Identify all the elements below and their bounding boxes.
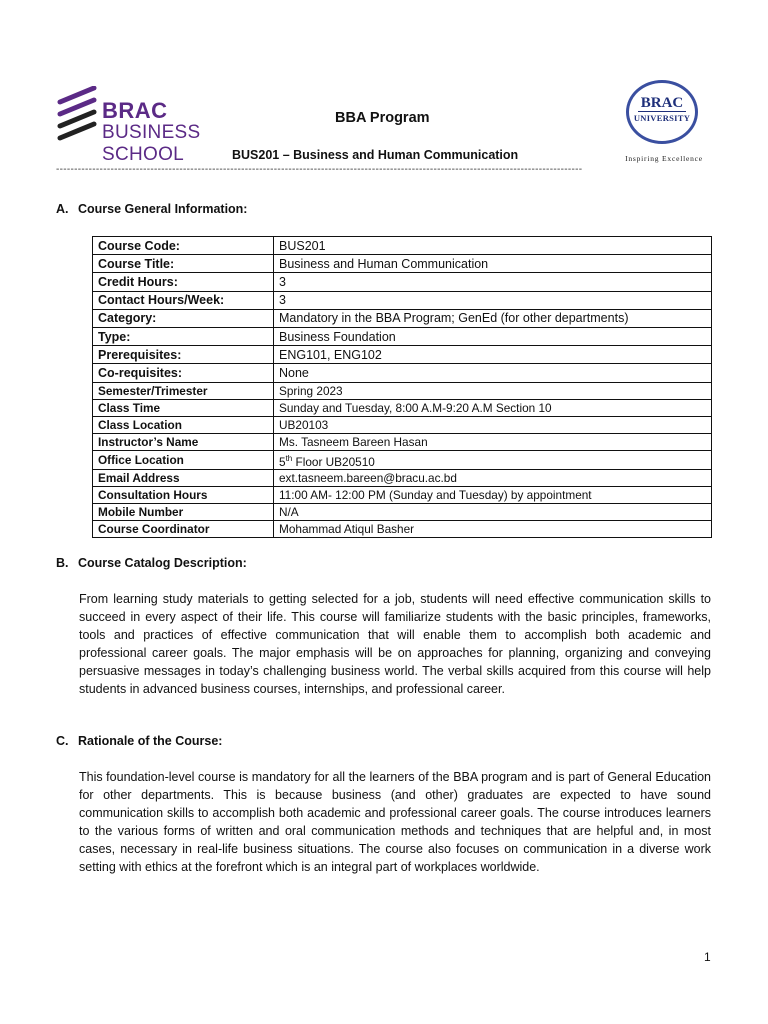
- seal-divider: [638, 111, 686, 112]
- table-row: [93, 255, 712, 273]
- seal-line2: UNIVERSITY: [633, 113, 691, 123]
- table-row: [93, 450, 712, 470]
- section-c-letter: C.: [56, 734, 69, 748]
- row-value: 11:00 AM- 12:00 PM (Sunday and Tuesday) by appointment: [274, 487, 712, 504]
- row-key: Course Code:: [93, 237, 274, 255]
- logo-line1: BRAC: [102, 98, 168, 123]
- row-key: Course Title:: [93, 255, 274, 273]
- row-key: Course Coordinator: [93, 521, 274, 538]
- section-a-title: Course General Information:: [78, 202, 248, 216]
- row-value: Mohammad Atiqul Basher: [274, 521, 712, 538]
- table-row: [93, 470, 712, 487]
- brac-university-logo: [612, 80, 716, 166]
- university-tagline: Inspiring Excellence: [625, 154, 703, 163]
- course-heading: BUS201 – Business and Human Communication: [232, 148, 519, 162]
- row-key: Contact Hours/Week:: [93, 291, 274, 309]
- table-row: [93, 487, 712, 504]
- course-rationale: This foundation-level course is mandatory for all the learners of the BBA program and is part of General Education for other departments. This is because business (and other) graduates are expected to have sound communication skills to accomplish both academic and professional career goals. The course introduces learners to the various forms of written and oral communication methods and techniques that are helpful and, in most cases, necessary in real-life business situations. The course also focuses on communication in a diverse work setting with ethics at the forefront which is an integral part of workplaces worldwide.: [79, 770, 711, 874]
- logo-line3: SCHOOL: [102, 144, 185, 165]
- university-seal-icon: [626, 80, 698, 144]
- table-row: [93, 291, 712, 309]
- row-key: Mobile Number: [93, 504, 274, 521]
- logo-line2: BUSINESS: [102, 122, 201, 143]
- table-row: [93, 364, 712, 382]
- brac-business-school-logo: [56, 86, 216, 166]
- table-row: [93, 346, 712, 364]
- row-value: ext.tasneem.bareen@bracu.ac.bd: [274, 470, 712, 487]
- row-value: Sunday and Tuesday, 8:00 A.M-9:20 A.M Section 10: [274, 399, 712, 416]
- row-value: None: [274, 364, 712, 382]
- row-value: N/A: [274, 504, 712, 521]
- table-row: [93, 382, 712, 399]
- table-row: [93, 327, 712, 345]
- row-value: Mandatory in the BBA Program; GenEd (for other departments): [274, 309, 712, 327]
- table-row: [93, 521, 712, 538]
- course-info-table: [92, 236, 712, 538]
- table-row: [93, 504, 712, 521]
- table-row: [93, 237, 712, 255]
- section-a-letter: A.: [56, 202, 69, 216]
- row-key: Email Address: [93, 470, 274, 487]
- row-value: BUS201: [274, 237, 712, 255]
- section-c-heading: [56, 734, 222, 748]
- row-value: Business and Human Communication: [274, 255, 712, 273]
- row-key: Consultation Hours: [93, 487, 274, 504]
- section-a-heading: [56, 202, 247, 216]
- table-row: [93, 309, 712, 327]
- row-value: UB20103: [274, 416, 712, 433]
- section-b-title: Course Catalog Description:: [78, 556, 247, 570]
- section-b-heading: [56, 556, 247, 570]
- table-row: [93, 416, 712, 433]
- seal-line1: BRAC: [640, 95, 684, 111]
- row-key: Class Time: [93, 399, 274, 416]
- row-key: Co-requisites:: [93, 364, 274, 382]
- row-key: Prerequisites:: [93, 346, 274, 364]
- section-b-letter: B.: [56, 556, 69, 570]
- row-value: 5th Floor UB20510: [274, 450, 712, 470]
- ordinal-suffix: th: [285, 453, 293, 463]
- catalog-description: From learning study materials to getting selected for a job, students will need effective communication skills to succeed in every aspect of their life. This course will familiarize students with the basic principles, frameworks, tools and practices of effective communication that will enable them to accomplish both academic and professional career goals. The major emphasis will be on approaches for planning, organizing and conveying persuasive messages in today’s challenging business world. The verbal skills acquired from this course will help students in advanced business courses, internships, and professional career.: [79, 592, 711, 696]
- row-value: Ms. Tasneem Bareen Hasan: [274, 433, 712, 450]
- row-value: 3: [274, 291, 712, 309]
- row-value: Business Foundation: [274, 327, 712, 345]
- row-key: Credit Hours:: [93, 273, 274, 291]
- table-row: [93, 433, 712, 450]
- table-row: [93, 399, 712, 416]
- row-key: Category:: [93, 309, 274, 327]
- row-key: Type:: [93, 327, 274, 345]
- row-key: Office Location: [93, 450, 274, 470]
- row-value: 3: [274, 273, 712, 291]
- table-row: [93, 273, 712, 291]
- row-key: Instructor’s Name: [93, 433, 274, 450]
- row-value: ENG101, ENG102: [274, 346, 712, 364]
- header-divider: -------------------------------------------------------------------------------------------------------------------------------------------------: [56, 164, 583, 175]
- section-c-title: Rationale of the Course:: [78, 734, 223, 748]
- row-key: Class Location: [93, 416, 274, 433]
- page-number: 1: [704, 950, 711, 964]
- logo-stripes-icon: [56, 86, 102, 142]
- program-title: BBA Program: [335, 110, 430, 126]
- row-value: Spring 2023: [274, 382, 712, 399]
- row-key: Semester/Trimester: [93, 382, 274, 399]
